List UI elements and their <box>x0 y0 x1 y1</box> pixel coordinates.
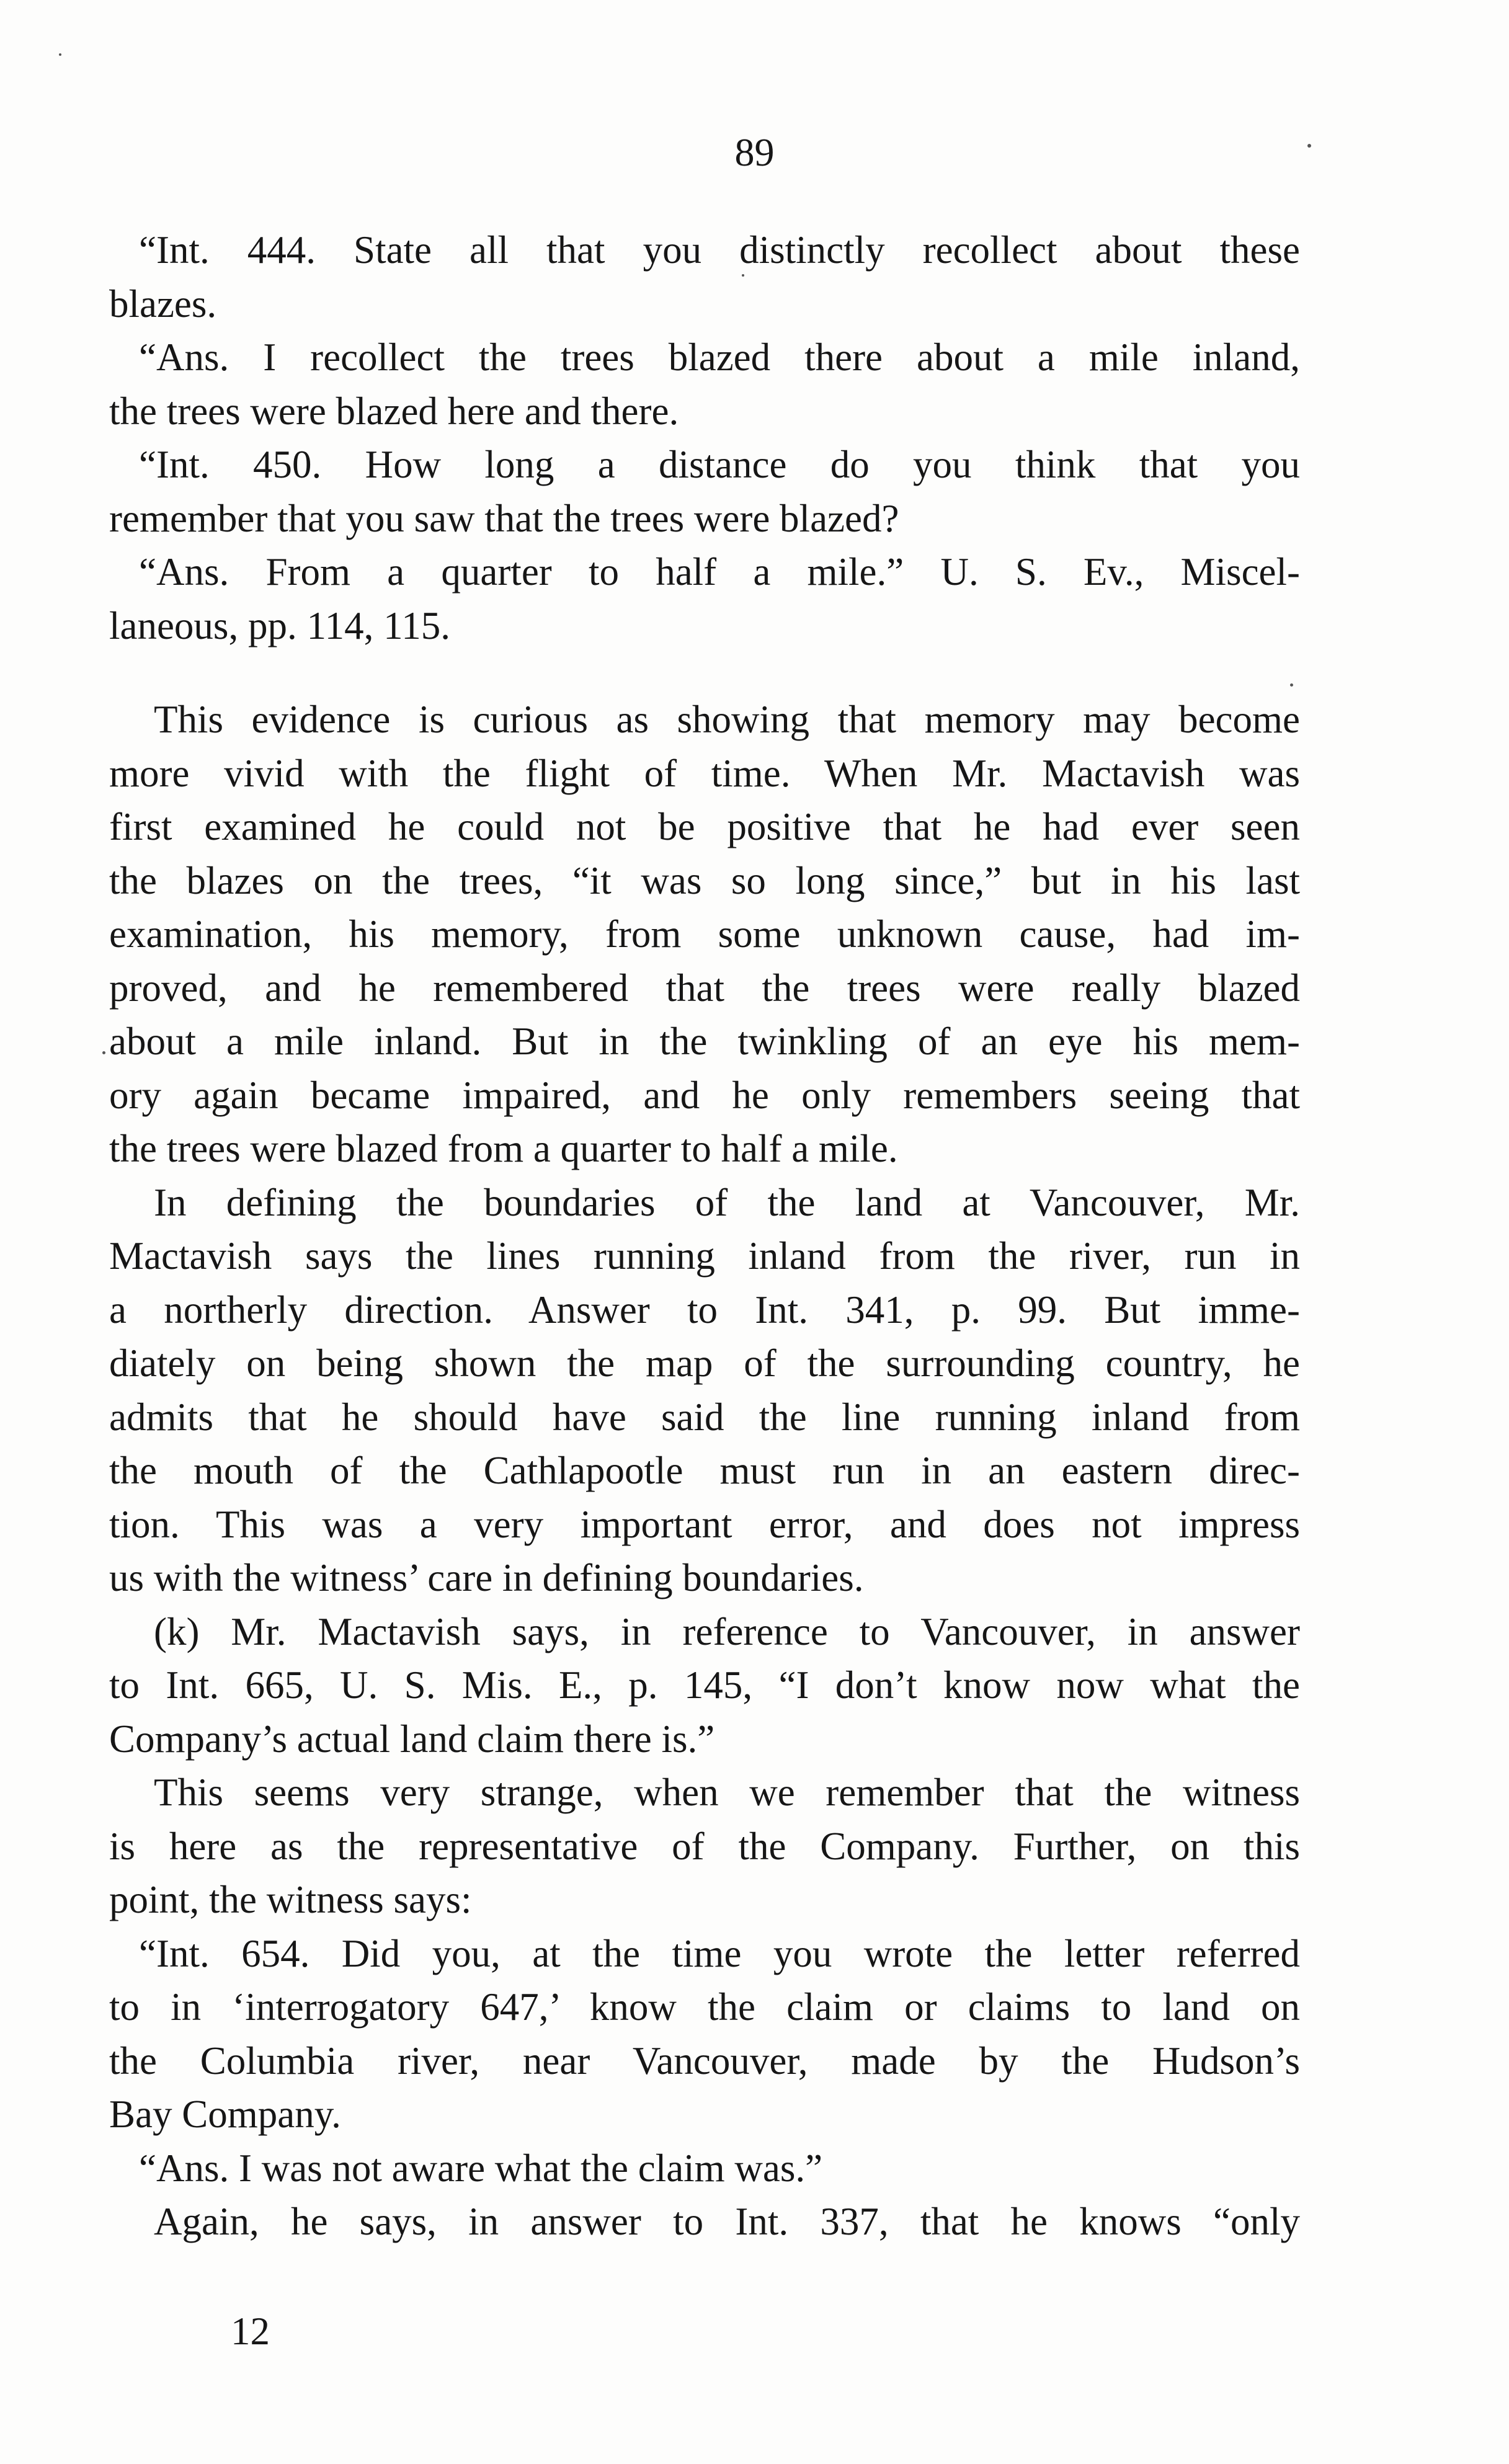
page-number: 89 <box>734 130 775 174</box>
text-line: is here as the representative of the Company. Further, on this <box>109 1824 1300 1868</box>
body-text <box>109 223 1300 2249</box>
text-line: the trees were blazed here and there. <box>109 389 679 433</box>
text-line: to Int. 665, U. S. Mis. E., p. 145, “I don’t know now what the <box>109 1663 1300 1707</box>
text-line: “Ans. From a quarter to half a mile.” U. S. Ev., Miscel- <box>139 550 1300 594</box>
text-line: This evidence is curious as showing that memory may become <box>154 698 1300 741</box>
text-line: about a mile inland. But in the twinkling of an eye his mem- <box>109 1020 1300 1063</box>
text-line: us with the witness’ care in defining boundaries. <box>109 1556 864 1599</box>
text-line: Again, he says, in answer to Int. 337, that he knows “only <box>154 2200 1300 2243</box>
text-line: Bay Company. <box>109 2093 341 2136</box>
print-speck <box>102 1051 105 1054</box>
text-line: “Int. 654. Did you, at the time you wrote the letter referred <box>139 1931 1300 1975</box>
text-line: to in ‘interrogatory 647,’ know the claim or claims to land on <box>109 1985 1300 2029</box>
text-line: proved, and he remembered that the trees were really blazed <box>109 966 1300 1010</box>
text-line: Mactavish says the lines running inland from the river, run in <box>109 1234 1300 1278</box>
text-line: “Int. 450. How long a distance do you think that you <box>139 443 1300 486</box>
text-line: point, the witness says: <box>109 1878 472 1921</box>
text-line: examination, his memory, from some unknown cause, had im- <box>109 912 1300 956</box>
paragraph-gap <box>109 652 1300 693</box>
text-line: This seems very strange, when we remember that the witness <box>154 1771 1300 1814</box>
print-speck <box>1290 683 1293 687</box>
text-line: the mouth of the Cathlapootle must run in an eastern direc- <box>109 1449 1300 1492</box>
text-line: admits that he should have said the line running inland from <box>109 1395 1300 1439</box>
text-line: blazes. <box>109 282 217 326</box>
text-line: first examined he could not be positive that he had ever seen <box>109 805 1300 848</box>
text-line: diately on being shown the map of the surrounding country, he <box>109 1341 1300 1385</box>
text-line: In defining the boundaries of the land at Vancouver, Mr. <box>154 1180 1300 1224</box>
text-line: more vivid with the flight of time. When Mr. Mactavish was <box>109 751 1300 795</box>
text-line: “Ans. I was not aware what the claim was.” <box>139 2146 823 2190</box>
text-line: remember that you saw that the trees were blazed? <box>109 496 899 540</box>
text-line: the trees were blazed from a quarter to half a mile. <box>109 1127 898 1170</box>
signature-mark: 12 <box>231 2310 270 2353</box>
text-line: tion. This was a very important error, and does not impress <box>109 1502 1300 1546</box>
text-line: laneous, pp. 114, 115. <box>109 603 451 647</box>
text-line: ory again became impaired, and he only remembers seeing that <box>109 1073 1300 1117</box>
print-speck <box>1307 144 1311 148</box>
text-line: (k) Mr. Mactavish says, in reference to Vancouver, in answer <box>154 1609 1300 1653</box>
text-line: “Ans. I recollect the trees blazed there about a mile inland, <box>139 336 1300 379</box>
print-speck <box>59 53 61 56</box>
text-line: “Int. 444. State all that you distinctly recollect about these <box>139 228 1300 272</box>
text-line: the blazes on the trees, “it was so long since,” but in his last <box>109 858 1300 902</box>
text-line: a northerly direction. Answer to Int. 341, p. 99. But imme- <box>109 1288 1300 1332</box>
text-line: the Columbia river, near Vancouver, made by the Hudson’s <box>109 2039 1300 2083</box>
print-speck <box>742 274 744 277</box>
text-line: Company’s actual land claim there is.” <box>109 1717 715 1761</box>
